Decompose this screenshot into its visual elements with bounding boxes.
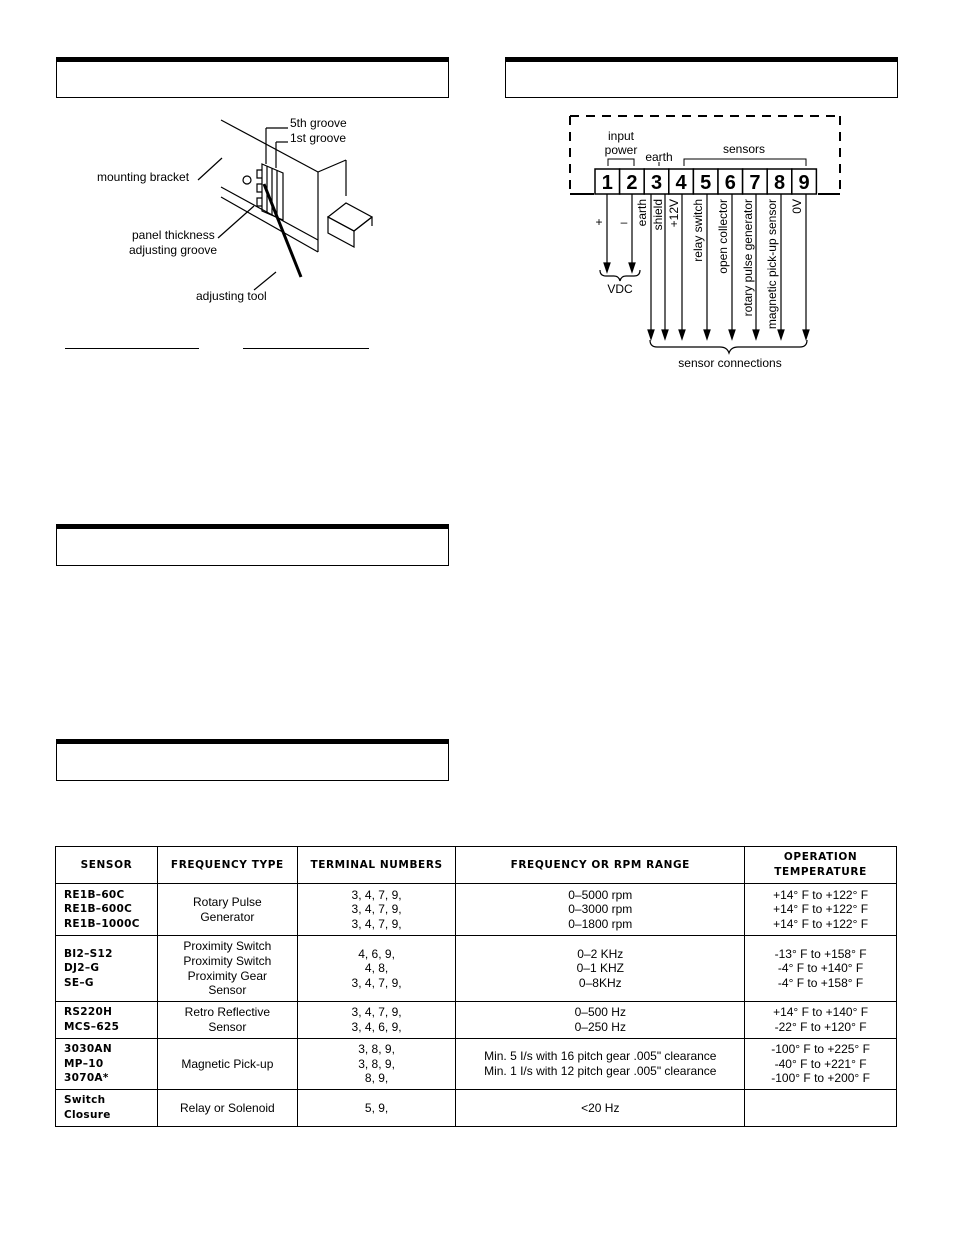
wire-label: relay switch [691,199,705,262]
cell-range [456,1090,745,1127]
cell-type [157,1090,297,1127]
cell-sensor [56,1002,158,1039]
cell-line: RE1B–60C [64,888,125,901]
cell-line: Rotary Pulse [193,894,262,909]
table-row [56,1090,897,1127]
cell-line: Proximity Switch [183,939,272,954]
cell-line: 3, 4, 6, 9, [351,1020,402,1034]
cell-line: Generator [200,909,255,924]
section-header-2 [56,524,449,566]
cell-terminals [297,1090,456,1127]
cell-line: 3070A* [64,1072,109,1085]
cell-line: 4, 6, 9, [358,946,395,961]
terminal-number: 9 [798,172,810,194]
cell-line: RE1B–600C [64,903,133,916]
terminal-number: 6 [724,172,736,194]
header-sensor: SENSOR [56,847,158,884]
cell-line: +14° F to +122° F [773,902,869,917]
cell-line: Switch [64,1094,106,1107]
cell-line: Min. 5 I/s with 16 pitch gear .005" clearance [484,1049,717,1064]
cell-terminals [297,1039,456,1090]
cell-line: +14° F to +140° F [773,1005,869,1020]
cell-temp [745,936,897,1002]
header-frequency-type: FREQUENCY TYPE [157,847,297,884]
cell-line: MP–10 [64,1057,104,1070]
wire-arrow [679,330,685,339]
cell-line: 3, 8, 9, [358,1056,395,1071]
label-power: power [604,143,638,157]
terminal-number: 2 [626,172,638,194]
cell-line: 3, 4, 7, 9, [351,887,402,902]
cell-range [456,1039,745,1090]
label-1st-groove: 1st groove [290,131,347,145]
section-header-3 [56,739,449,781]
label-sensor-connections: sensor connections [678,356,782,370]
table-row [56,1002,897,1039]
cell-temp [745,1002,897,1039]
wire-label: earth [635,199,649,227]
table-header-row [56,847,897,884]
wire-arrow [803,330,809,339]
wire-arrow [629,263,635,272]
cell-line: MCS–625 [64,1021,120,1033]
label-adjusting-tool: adjusting tool [196,289,267,303]
wire-arrow [753,330,759,339]
label-5th-groove: 5th groove [290,116,347,130]
cell-terminals [297,884,456,936]
wire-arrow [704,330,710,339]
wire-arrow [778,330,784,339]
cell-line: -13° F to +158° F [774,946,867,961]
label-mounting-bracket: mounting bracket [97,170,190,184]
cell-line: RE1B–1000C [64,917,140,930]
label-minus: – [620,215,628,229]
table-row [56,1039,897,1090]
cell-line: -40° F to +221° F [774,1056,867,1071]
cell-line: 8, 9, [364,1071,389,1086]
cell-type [157,1002,297,1039]
cell-line: Min. 1 I/s with 12 pitch gear .005" clearance [484,1064,717,1078]
cell-line: -100° F to +225° F [771,1042,870,1057]
cell-line: 0–500 Hz [574,1005,626,1020]
cell-line: Sensor [208,1020,247,1034]
cell-line: 0–1800 rpm [568,916,633,931]
wire-label: 0V [790,199,804,214]
cell-sensor [56,936,158,1002]
cell-line: 3, 4, 7, 9, [351,902,402,917]
cell-line: 3, 4, 7, 9, [351,916,402,931]
cell-range [456,884,745,936]
cell-temp [745,1039,897,1090]
label-plus: + [595,215,603,229]
cell-line: DJ2–G [64,962,100,975]
wire-arrow [648,330,654,339]
cell-line: -22° F to +120° F [774,1020,867,1034]
wire-label: shield [651,199,665,231]
wire-label: open collector [716,199,730,274]
table-row [56,936,897,1002]
sensor-spec-table [55,846,897,1127]
cell-line: 3, 4, 7, 9, [351,975,402,990]
cell-line: -100° F to +200° F [771,1071,870,1086]
wire-label: rotary pulse generator [741,199,755,317]
cell-line: 0–1 KHZ [576,961,624,976]
wire-label: +12V [667,199,681,228]
cell-line: -4° F to +158° F [777,975,864,990]
cell-type [157,936,297,1002]
cell-temp [745,884,897,936]
cell-type [157,884,297,936]
wire-label: magnetic pick-up sensor [765,199,779,330]
label-input: input [607,129,635,143]
cell-line: 0–5000 rpm [568,887,633,902]
header-temp-line2: TEMPERATURE [774,866,867,878]
cell-line: Relay or Solenoid [179,1100,275,1115]
wire-arrow [662,330,668,339]
label-vdc: VDC [607,282,633,296]
cell-line: Proximity Gear [187,968,268,983]
label-adjusting-groove: adjusting groove [129,243,218,257]
header-terminal-numbers: TERMINAL NUMBERS [297,847,456,884]
terminal-number: 4 [675,172,687,194]
terminal-number: 1 [601,172,613,194]
cell-line: 3, 8, 9, [358,1042,395,1057]
cell-line: Retro Reflective [184,1005,271,1020]
cell-line: +14° F to +122° F [773,916,869,931]
cell-sensor [56,1090,158,1127]
cell-line: Sensor [208,983,247,998]
terminal-number: 8 [773,172,786,194]
cell-type [157,1039,297,1090]
cell-line: Closure [64,1109,111,1121]
wire-arrow [604,263,610,272]
label-panel-thickness: panel thickness [132,228,215,242]
terminal-number: 3 [650,172,663,194]
cell-line: 5, 9, [364,1100,389,1115]
cell-line: 4, 8, [364,961,389,976]
cell-line: 0–8KHz [578,975,622,990]
cell-line: 3, 4, 7, 9, [351,1005,402,1020]
cell-line: RS220H [64,1006,113,1019]
cell-line: SE–G [64,976,94,989]
label-sensors: sensors [722,142,766,156]
table-row [56,884,897,936]
terminal-number: 5 [700,172,712,194]
cell-terminals [297,1002,456,1039]
cell-range [456,1002,745,1039]
wire-arrow [729,330,735,339]
header-range: FREQUENCY OR RPM RANGE [456,847,745,884]
cell-line: 0–3000 rpm [568,902,633,917]
header-temp-line1: OPERATION [783,851,858,864]
terminal-number: 7 [749,172,761,194]
cell-sensor [56,884,158,936]
cell-range [456,936,745,1002]
cell-line: 0–2 KHz [577,946,624,961]
cell-line: <20 Hz [581,1100,620,1115]
cell-line: Magnetic Pick-up [181,1056,274,1071]
cell-line: +14° F to +122° F [773,887,869,902]
header-temperature [745,847,897,884]
wiring-diagram [0,0,954,380]
cell-sensor [56,1039,158,1090]
cell-line: 0–250 Hz [574,1020,626,1034]
label-earth-top: earth [645,150,673,164]
cell-line: Proximity Switch [183,953,272,968]
cell-temp [745,1090,897,1127]
cell-line: BI2–S12 [64,947,113,960]
cell-line: 3030AN [64,1043,112,1056]
cell-line: -4° F to +140° F [777,961,864,976]
cell-terminals [297,936,456,1002]
